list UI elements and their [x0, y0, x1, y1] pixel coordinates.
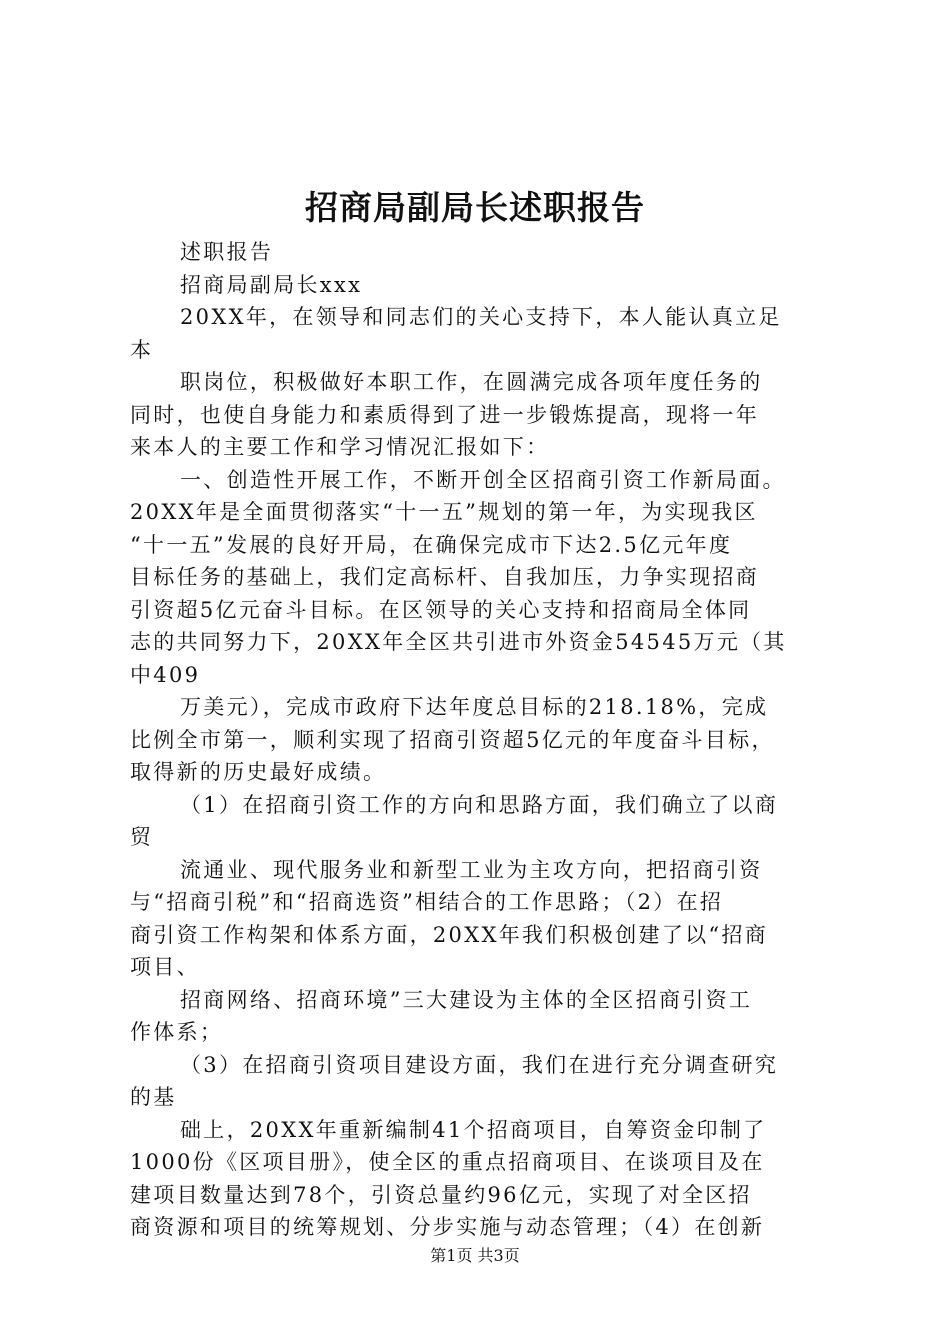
- document-body: [130, 236, 830, 1244]
- body-line: 中409: [130, 662, 201, 687]
- body-line: “十一五”发展的良好开局，在确保完成市下达2.5亿元年度: [130, 532, 733, 557]
- body-line: 招商网络、招商环境”三大建设为主体的全区招商引资工: [180, 987, 753, 1012]
- body-line: 商引资工作构架和体系方面，20XX年我们积极创建了以“招商: [130, 922, 769, 947]
- body-line: 目标任务的基础上，我们定高标杆、自我加压，力争实现招商: [130, 565, 760, 589]
- body-line: （1）在招商引资工作的方向和思路方面，我们确立了以商: [180, 792, 779, 817]
- body-line: 取得新的历史最好成绩。: [130, 760, 387, 784]
- body-line: 商资源和项目的统筹规划、分步实施与动态管理；（4）在创新: [130, 1215, 765, 1239]
- body-line: 础上，20XX年重新编制41个招商项目，自筹资金印制了: [180, 1117, 767, 1142]
- body-line: 万美元），完成市政府下达年度总目标的218.18%，完成: [180, 695, 769, 719]
- body-line: 20XX年是全面贯彻落实“十一五”规划的第一年，为实现我区: [130, 500, 758, 524]
- body-line: 贸: [130, 825, 154, 849]
- body-line: 引资超5亿元奋斗目标。在区领导的关心支持和招商局全体同: [130, 597, 752, 622]
- body-line: 来本人的主要工作和学习情况汇报如下：: [130, 435, 550, 459]
- body-line: （3）在招商引资项目建设方面，我们在进行充分调查研究: [180, 1052, 779, 1077]
- body-line: 20XX年，在领导和同志们的关心支持下，本人能认真立足: [180, 305, 782, 329]
- body-line: 1000份《区项目册》，使全区的重点招商项目、在谈项目及在: [130, 1150, 765, 1174]
- body-line: 流通业、现代服务业和新型工业为主攻方向，把招商引资: [180, 857, 763, 882]
- page-footer: 第1页 共3页: [430, 1246, 520, 1265]
- body-line: 志的共同努力下，20XX年全区共引进市外资金54545万元（其: [130, 630, 787, 654]
- body-line: 建项目数量达到78个，引资总量约96亿元，实现了对全区招: [130, 1182, 752, 1207]
- document-title: 招商局副局长述职报告: [305, 188, 645, 227]
- body-line: 的基: [130, 1085, 177, 1109]
- body-line: 述职报告: [180, 240, 274, 264]
- body-line: 比例全市第一，顺利实现了招商引资超5亿元的年度奋斗目标，: [130, 727, 775, 752]
- body-line: 项目、: [130, 955, 200, 979]
- body-line: 本: [130, 337, 154, 362]
- body-line: 职岗位，积极做好本职工作，在圆满完成各项年度任务的: [180, 370, 763, 394]
- body-line: 与“招商引税”和“招商选资”相结合的工作思路；（2）在招: [130, 890, 724, 914]
- body-line: 同时，也使自身能力和素质得到了进一步锻炼提高，现将一年: [130, 402, 760, 427]
- body-line: 招商局副局长xxx: [180, 272, 363, 297]
- body-line: 一、创造性开展工作，不断开创全区招商引资工作新局面。: [180, 467, 786, 492]
- body-line: 作体系；: [130, 1020, 224, 1044]
